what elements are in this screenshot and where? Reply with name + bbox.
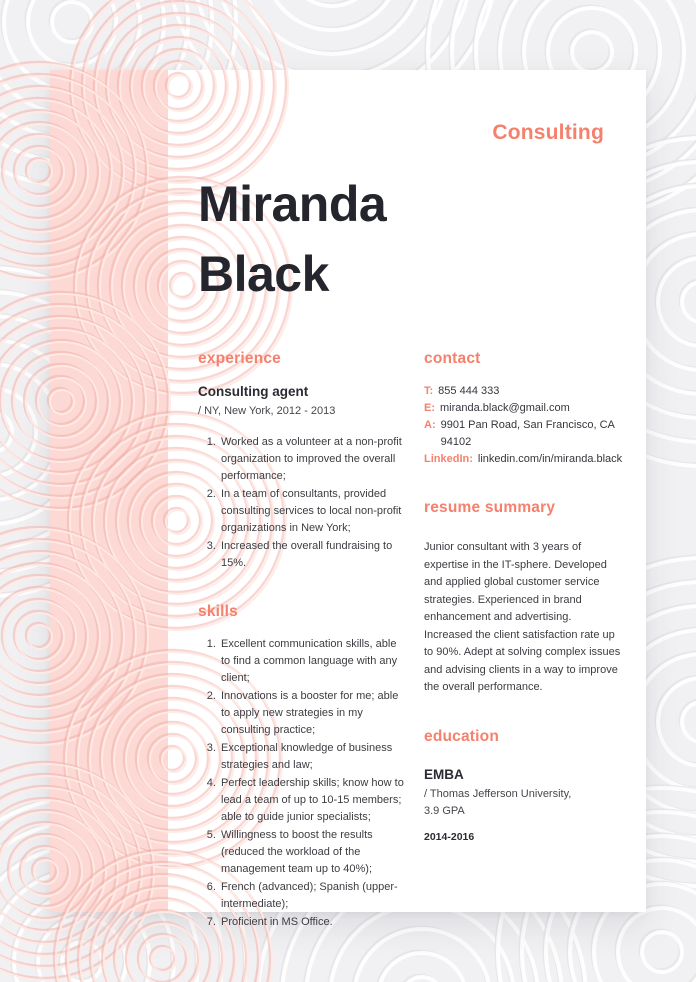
skills-item: 4. Perfect leadership skills; know how to lead a team of up to 10-15 members; able to guide junior specialists; xyxy=(219,775,404,826)
skills-list xyxy=(198,636,404,931)
job-meta: / NY, New York, 2012 - 2013 xyxy=(198,405,336,417)
sidebar-pattern xyxy=(50,70,168,912)
candidate-last-name: Black xyxy=(198,246,329,302)
resume-content xyxy=(198,70,622,961)
skills-item: 2. Innovations is a booster for me; able to apply new strategies in my consulting practice; xyxy=(219,688,404,739)
experience-item: 2. In a team of consultants, provided consulting services to local non-profit organizations in New York; xyxy=(219,486,404,537)
contact-value-phone: 855 444 333 xyxy=(438,385,500,397)
contact-row-email xyxy=(424,400,622,417)
education-school: / Thomas Jefferson University, xyxy=(424,787,572,800)
right-column xyxy=(424,349,622,961)
skills-item: 3. Exceptional knowledge of business strategies and law; xyxy=(219,740,404,774)
contact-heading: contact xyxy=(424,350,481,367)
columns xyxy=(198,349,622,961)
contact-value-address: 9901 Pan Road, San Francisco, CA 94102 xyxy=(440,419,615,448)
contact-label-address: A: xyxy=(424,419,436,431)
contact-label-email: E: xyxy=(424,402,435,414)
left-column xyxy=(198,349,404,961)
education-section xyxy=(424,727,622,844)
contact-value-email: miranda.black@gmail.com xyxy=(440,402,570,414)
skills-item: 5. Willingness to boost the results (reduced the workload of the management team up to 40%); xyxy=(219,827,404,878)
candidate-name xyxy=(198,169,622,309)
summary-heading: resume summary xyxy=(424,499,556,516)
education-degree: EMBA xyxy=(424,766,464,782)
skills-item: 1. Excellent communication skills, able to find a common language with any client; xyxy=(219,636,404,687)
experience-heading: experience xyxy=(198,350,281,367)
experience-item: 1. Worked as a volunteer at a non-profit organization to improved the overall performance; xyxy=(219,434,404,485)
skills-section xyxy=(198,602,404,931)
education-heading: education xyxy=(424,727,500,745)
experience-list xyxy=(198,434,404,572)
education-years: 2014-2016 xyxy=(424,830,475,843)
contact-label-linkedin: LinkedIn: xyxy=(424,453,473,465)
contact-row-address xyxy=(424,417,622,451)
resume-page xyxy=(50,70,646,928)
contact-value-linkedin: linkedin.com/in/miranda.black xyxy=(477,453,623,465)
contact-row-phone xyxy=(424,383,622,400)
education-gpa: 3.9 GPA xyxy=(424,804,465,817)
experience-section xyxy=(198,349,404,572)
candidate-first-name: Miranda xyxy=(198,176,387,232)
summary-text: Junior consultant with 3 years of expertise in the IT-sphere. Developed and applied global customer service strategies. Experienced in brand enhancement and advertising. Increased the client satisfaction rate up to 90%. Adept at solving complex issues and advising clients in a way to improve the overall performance. xyxy=(424,541,621,693)
summary-section xyxy=(424,498,622,697)
skills-item: 7. Proficient in MS Office. xyxy=(219,914,404,931)
brand-label: Consulting xyxy=(492,121,604,144)
contact-label-phone: T: xyxy=(424,385,434,397)
skills-heading: skills xyxy=(198,603,238,620)
contact-row-linkedin xyxy=(424,451,622,468)
experience-item: 3. Increased the overall fundraising to 15%. xyxy=(219,538,404,572)
contact-section xyxy=(424,349,622,468)
job-title: Consulting agent xyxy=(198,384,309,399)
skills-item: 6. French (advanced); Spanish (upper-intermediate); xyxy=(219,879,404,913)
